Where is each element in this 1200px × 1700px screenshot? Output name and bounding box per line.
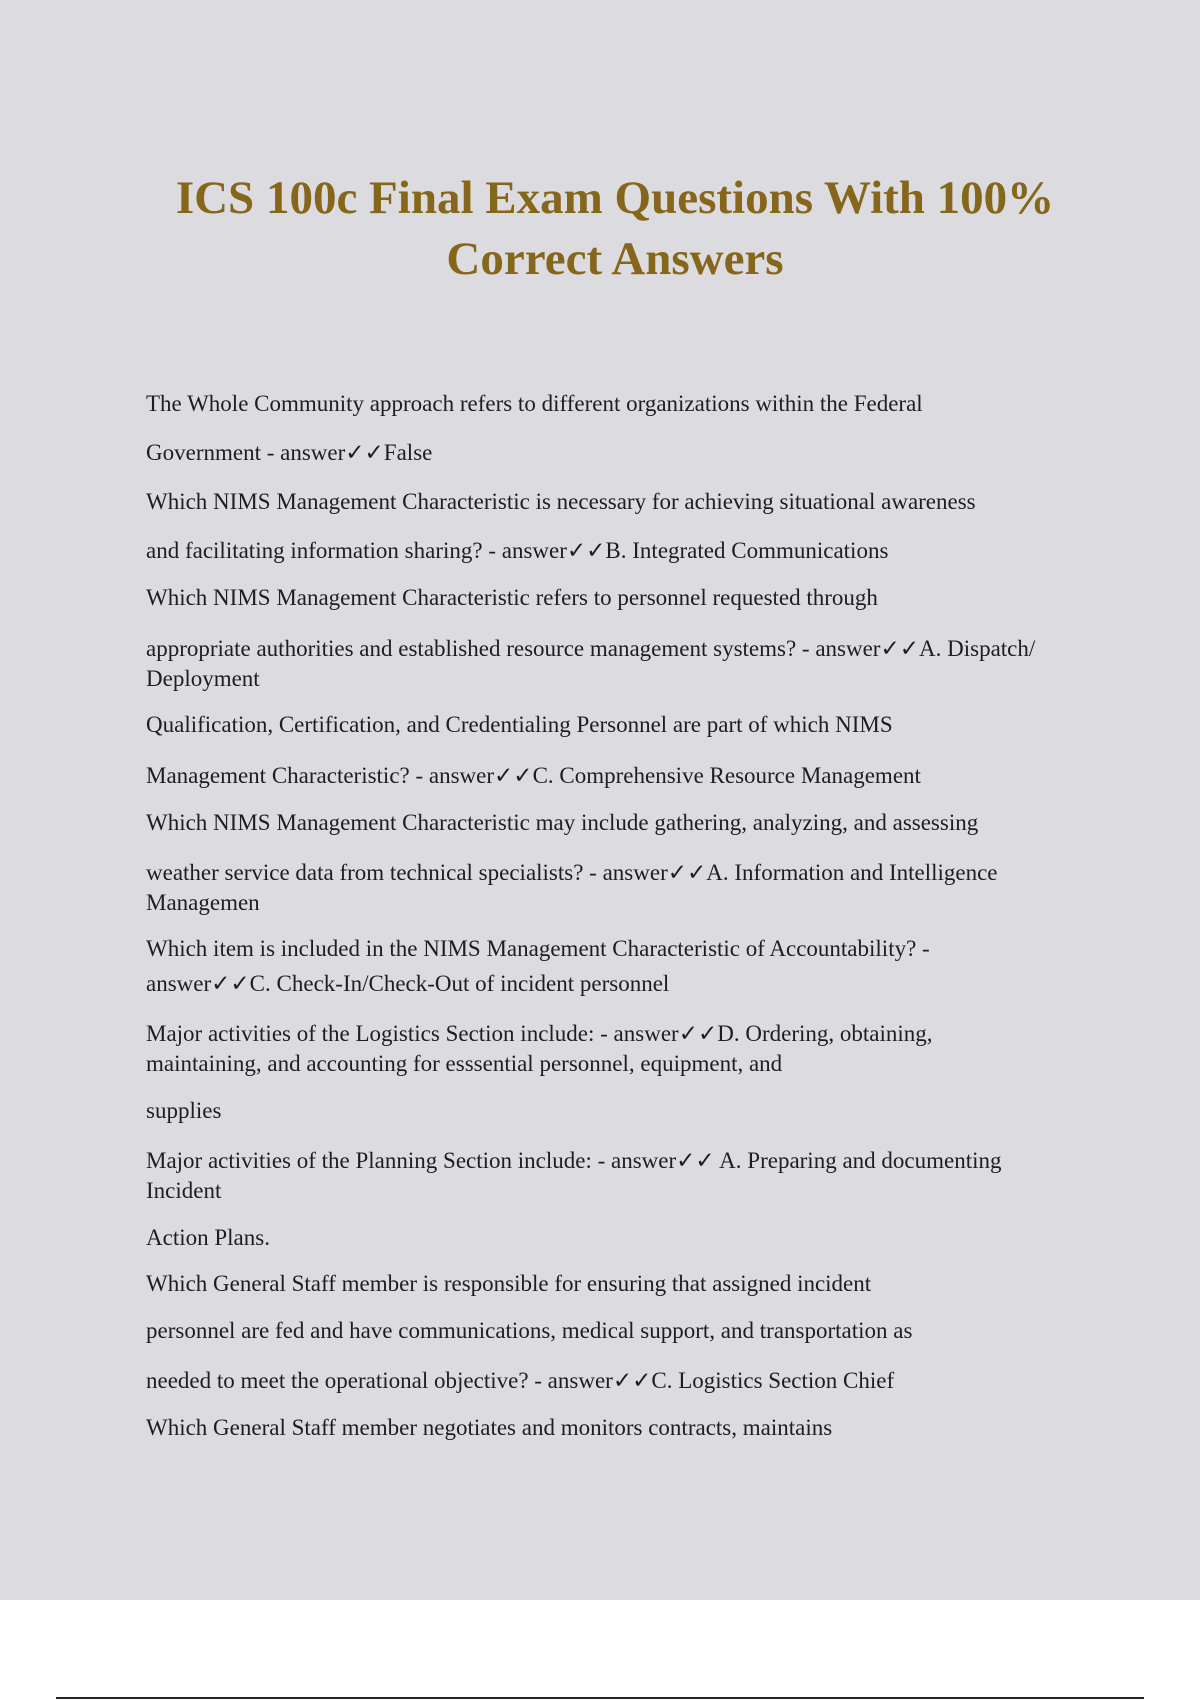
text-line: Incident xyxy=(146,1178,222,1203)
text-line: maintaining, and accounting for esssential personnel, equipment, and xyxy=(146,1051,783,1076)
text-line: Qualification, Certification, and Credentialing Personnel are part of which NIMS xyxy=(146,712,893,737)
title-line-1: ICS 100c Final Exam Questions With 100% xyxy=(175,172,1055,224)
page-bottom-rule xyxy=(56,1697,1144,1699)
text-line: Which General Staff member negotiates and monitors contracts, maintains xyxy=(146,1415,833,1440)
text-line: personnel are fed and have communications, medical support, and transportation as xyxy=(146,1318,913,1343)
text-line: Major activities of the Planning Section include: - answer✓✓ A. Preparing and documenting xyxy=(146,1148,1002,1173)
text-line: Which General Staff member is responsible for ensuring that assigned incident xyxy=(146,1271,872,1296)
text-line: weather service data from technical specialists? - answer✓✓A. Information and Intelligence xyxy=(146,860,998,885)
text-line: supplies xyxy=(146,1098,222,1123)
text-line: Action Plans. xyxy=(146,1225,270,1250)
text-line: The Whole Community approach refers to different organizations within the Federal xyxy=(146,391,923,416)
text-line: Which item is included in the NIMS Management Characteristic of Accountability? - xyxy=(146,936,930,961)
text-line: Deployment xyxy=(146,666,260,691)
text-line: Which NIMS Management Characteristic refers to personnel requested through xyxy=(146,585,878,610)
text-line: Management Characteristic? - answer✓✓C. Comprehensive Resource Management xyxy=(146,763,921,788)
text-line: Major activities of the Logistics Section include: - answer✓✓D. Ordering, obtaining, xyxy=(146,1021,933,1046)
text-line: Which NIMS Management Characteristic may include gathering, analyzing, and assessing xyxy=(146,810,979,835)
text-line: and facilitating information sharing? - answer✓✓B. Integrated Communications xyxy=(146,538,889,563)
document-title xyxy=(0,168,1200,290)
title-line-2: Correct Answers xyxy=(446,233,784,285)
text-line: Which NIMS Management Characteristic is necessary for achieving situational awareness xyxy=(146,489,976,514)
text-line: Managemen xyxy=(146,890,260,915)
text-line: needed to meet the operational objective? - answer✓✓C. Logistics Section Chief xyxy=(146,1368,895,1393)
text-line: appropriate authorities and established resource management systems? - answer✓✓A. Dispatch/ xyxy=(146,636,1036,661)
text-line: answer✓✓C. Check-In/Check-Out of incident personnel xyxy=(146,971,670,996)
text-line: Government - answer✓✓False xyxy=(146,440,433,465)
